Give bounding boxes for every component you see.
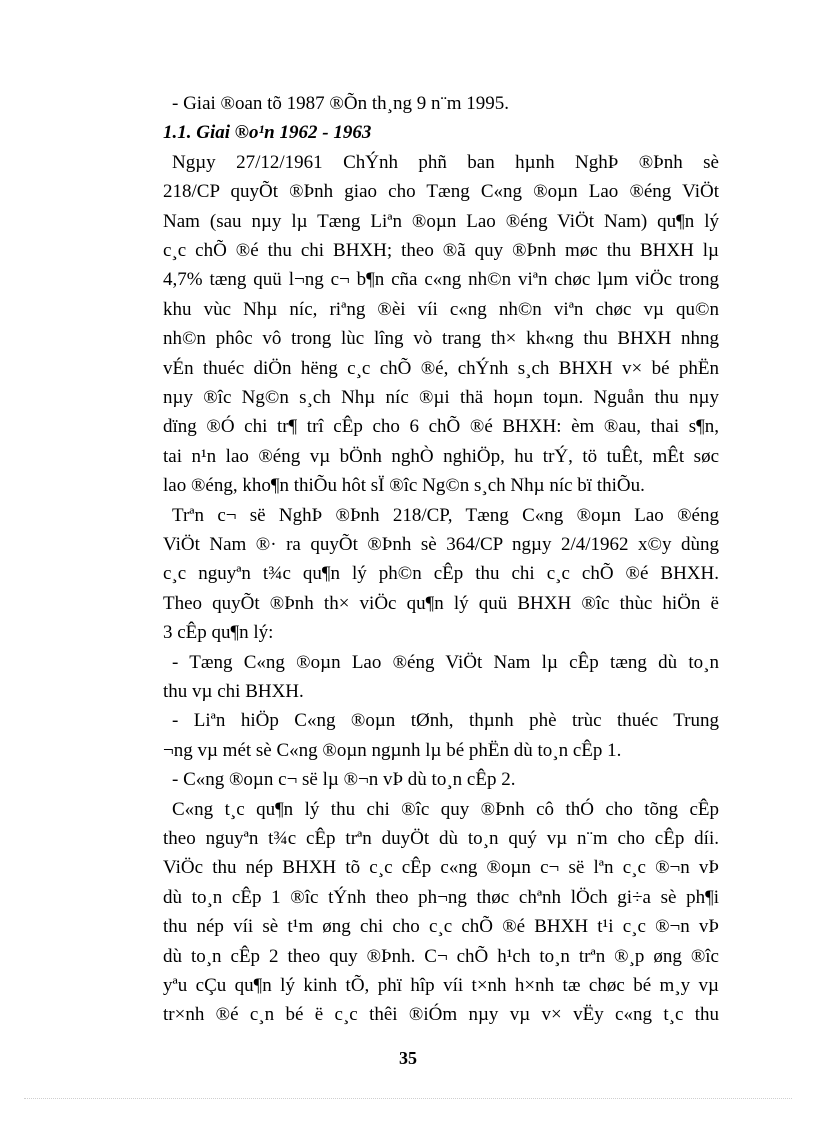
page-number: 35 — [399, 1048, 417, 1068]
text-line: nh©n phôc vô trong lùc lîng vò trang th× kh«ng thu BHXH nhng — [163, 328, 719, 350]
text-line: tai n¹n lao ®éng vµ bÖnh nghÒ nghiÖp, hu trÝ, tö tuÊt, mÊt søc — [163, 445, 719, 467]
section-heading: 1.1. Giai ®o¹n 1962 - 1963 — [163, 122, 372, 144]
text-line: ViÖc thu nép BHXH tõ c¸c cÊp c«ng ®oµn c¬ së lªn c¸c ®¬n vÞ — [163, 857, 719, 879]
text-line: Nam (sau nµy lµ Tæng Liªn ®oµn Lao ®éng ViÖt Nam) qu¶n lý — [163, 210, 719, 232]
text-line: 3 cÊp qu¶n lý: — [163, 622, 274, 644]
text-line: - Liªn hiÖp C«ng ®oµn tØnh, thµnh phè trùc thuéc Trung — [172, 710, 719, 732]
text-line: C«ng t¸c qu¶n lý thu chi ®îc quy ®Þnh cô thÓ cho tõng cÊp — [172, 798, 719, 820]
text-line: 4,7% tæng quü l¬ng c¬ b¶n cña c«ng nh©n viªn chøc lµm viÖc trong — [163, 269, 719, 291]
text-line: ¬ng vµ mét sè C«ng ®oµn ngµnh lµ bé phËn dù to¸n cÊp 1. — [163, 739, 622, 761]
text-line: ViÖt Nam ®· ra quyÕt ®Þnh sè 364/CP ngµy 2/4/1962 x©y dùng — [163, 534, 719, 555]
text-line: yªu cÇu qu¶n lý kinh tÕ, phï hîp víi t×nh h×nh tæ chøc bé m¸y vµ — [163, 975, 719, 996]
text-line: dïng ®Ó chi tr¶ trî cÊp cho 6 chÕ ®é BHXH: èm ®au, thai s¶n, — [163, 416, 719, 438]
text-line: Theo quyÕt ®Þnh th× viÖc qu¶n lý quü BHXH ®îc thùc hiÖn ë — [163, 592, 719, 614]
text-line: c¸c nguyªn t¾c qu¶n lý ph©n cÊp thu chi c¸c chÕ ®é BHXH. — [163, 563, 719, 585]
text-line: khu vùc Nhµ níc, riªng ®èi víi c«ng nh©n viªn chøc vµ qu©n — [163, 298, 719, 320]
text-line: nµy ®îc Ng©n s¸ch Nhµ níc ®µi thä hoµn toµn. Nguån thu nµy — [163, 387, 719, 408]
text-line: dù to¸n cÊp 2 theo quy ®Þnh. C¬ chÕ h¹ch to¸n trªn ®¸p øng ®îc — [163, 945, 719, 967]
text-line: - Tæng C«ng ®oµn Lao ®éng ViÖt Nam lµ cÊp tæng dù to¸n — [172, 651, 719, 673]
text-line: c¸c chÕ ®é thu chi BHXH; theo ®ã quy ®Þnh møc thu BHXH lµ — [163, 240, 719, 261]
text-line: thu nép víi sè t¹m øng chi cho c¸c chÕ ®é BHXH t¹i c¸c ®¬n vÞ — [163, 916, 719, 938]
text-line: theo nguyªn t¾c cÊp trªn duyÖt dù to¸n quý vµ n¨m cho cÊp díi. — [163, 828, 719, 849]
text-line: - C«ng ®oµn c¬ së lµ ®¬n vÞ dù to¸n cÊp 2. — [172, 769, 516, 791]
text-line: tr×nh ®é c¸n bé ë c¸c thêi ®iÓm nµy vµ v× vËy c«ng t¸c thu — [163, 1004, 719, 1026]
text-line: dù to¸n cÊp 1 ®îc tÝnh theo ph¬ng thøc chªnh lÖch gi÷a sè ph¶i — [163, 886, 719, 908]
text-line: lao ®éng, kho¶n thiÕu hôt sÏ ®îc Ng©n s¸ch Nhµ níc bï thiÕu. — [163, 475, 645, 497]
text-line: thu vµ chi BHXH. — [163, 681, 304, 702]
text-line: 218/CP quyÕt ®Þnh giao cho Tæng C«ng ®oµn Lao ®éng ViÖt — [163, 181, 719, 203]
text-line: vÉn thuéc diÖn hëng c¸c chÕ ®é, chÝnh s¸ch BHXH v× bé phËn — [163, 357, 719, 379]
text-line: Trªn c¬ së NghÞ ®Þnh 218/CP, Tæng C«ng ®oµn Lao ®éng — [172, 504, 719, 526]
page-bottom-divider — [24, 1098, 792, 1099]
text-line: - Giai ®oan tõ 1987 ®Õn th¸ng 9 n¨m 1995. — [172, 93, 510, 114]
text-line: Ngµy 27/12/1961 ChÝnh phñ ban hµnh NghÞ ®Þnh sè — [172, 151, 719, 173]
